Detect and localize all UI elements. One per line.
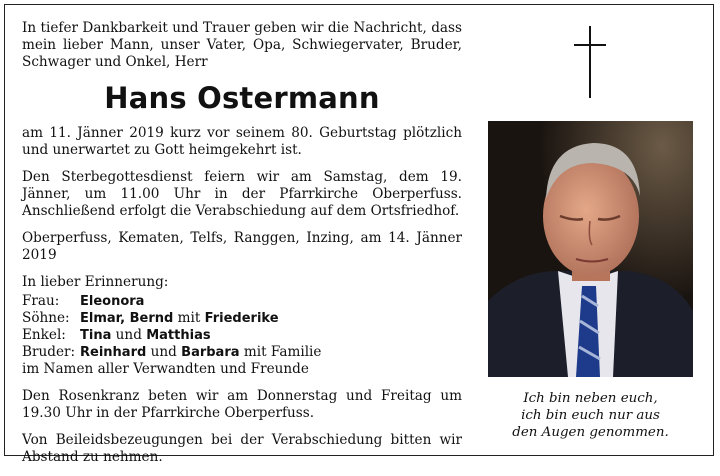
relative-connector: und: [111, 327, 147, 343]
portrait-illustration: [488, 121, 693, 377]
relative-connector: mit Familie: [239, 344, 322, 360]
memory-title: In lieber Erinnerung:: [22, 274, 169, 290]
death-text: am 11. Jänner 2019 kurz vor seinem 80. Geburtstag plötzlich und unerwartet zu Gott heimgekehrt ist.: [22, 125, 462, 158]
cross-icon: [574, 26, 606, 98]
relative-names: [80, 344, 321, 361]
memorial-quote: [488, 390, 693, 441]
relative-row: [22, 293, 462, 310]
quote-line: ich bin euch nur aus: [521, 408, 660, 423]
rosary-text: Den Rosenkranz beten wir am Donnerstag und Freitag um 19.30 Uhr in der Pfarrkirche Oberperfuss.: [22, 388, 462, 421]
relative-connector: und: [146, 344, 182, 360]
quote-line: Ich bin neben euch,: [523, 391, 658, 406]
relative-names: [80, 293, 144, 310]
relative-name: Tina: [80, 328, 112, 343]
relative-name: Reinhard: [80, 345, 147, 360]
relative-row: [22, 310, 462, 327]
condolence-text: Von Beileidsbezeugungen bei der Verabschiedung bitten wir Abstand zu nehmen.: [22, 432, 462, 465]
relative-name: Elmar, Bernd: [80, 311, 174, 326]
quote-line: den Augen genommen.: [512, 425, 669, 440]
place-date: Oberperfuss, Kematen, Telfs, Ranggen, Inzing, am 14. Jänner 2019: [22, 230, 462, 263]
portrait-photo: [488, 121, 693, 377]
relatives-list: [22, 293, 462, 361]
relative-connector: mit: [173, 310, 205, 326]
intro-text: In tiefer Dankbarkeit und Trauer geben wir die Nachricht, dass mein lieber Mann, unser Vater, Opa, Schwiegervater, Bruder, Schwager und Onkel, Herr: [22, 20, 462, 70]
relative-names: [80, 327, 211, 344]
relative-name: Eleonora: [80, 294, 145, 309]
relative-label: Söhne:: [22, 310, 70, 326]
relative-row: [22, 344, 462, 361]
relative-name: Friederike: [204, 311, 279, 326]
deceased-name: Hans Ostermann: [104, 81, 380, 115]
relative-names: [80, 310, 279, 327]
relative-row: [22, 327, 462, 344]
relative-label: Frau:: [22, 293, 60, 309]
family-line: im Namen aller Verwandten und Freunde: [22, 361, 309, 377]
obituary-text: [22, 20, 462, 476]
relative-label: Enkel:: [22, 327, 66, 343]
relative-label: Bruder:: [22, 344, 76, 360]
service-text: Den Sterbegottesdienst feiern wir am Samstag, dem 19. Jänner, um 11.00 Uhr in der Pfarrkirche Oberperfuss. Anschließend erfolgt die Verabschiedung auf dem Ortsfriedhof.: [22, 169, 462, 219]
relative-name: Matthias: [146, 328, 211, 343]
relative-name: Barbara: [181, 345, 240, 360]
